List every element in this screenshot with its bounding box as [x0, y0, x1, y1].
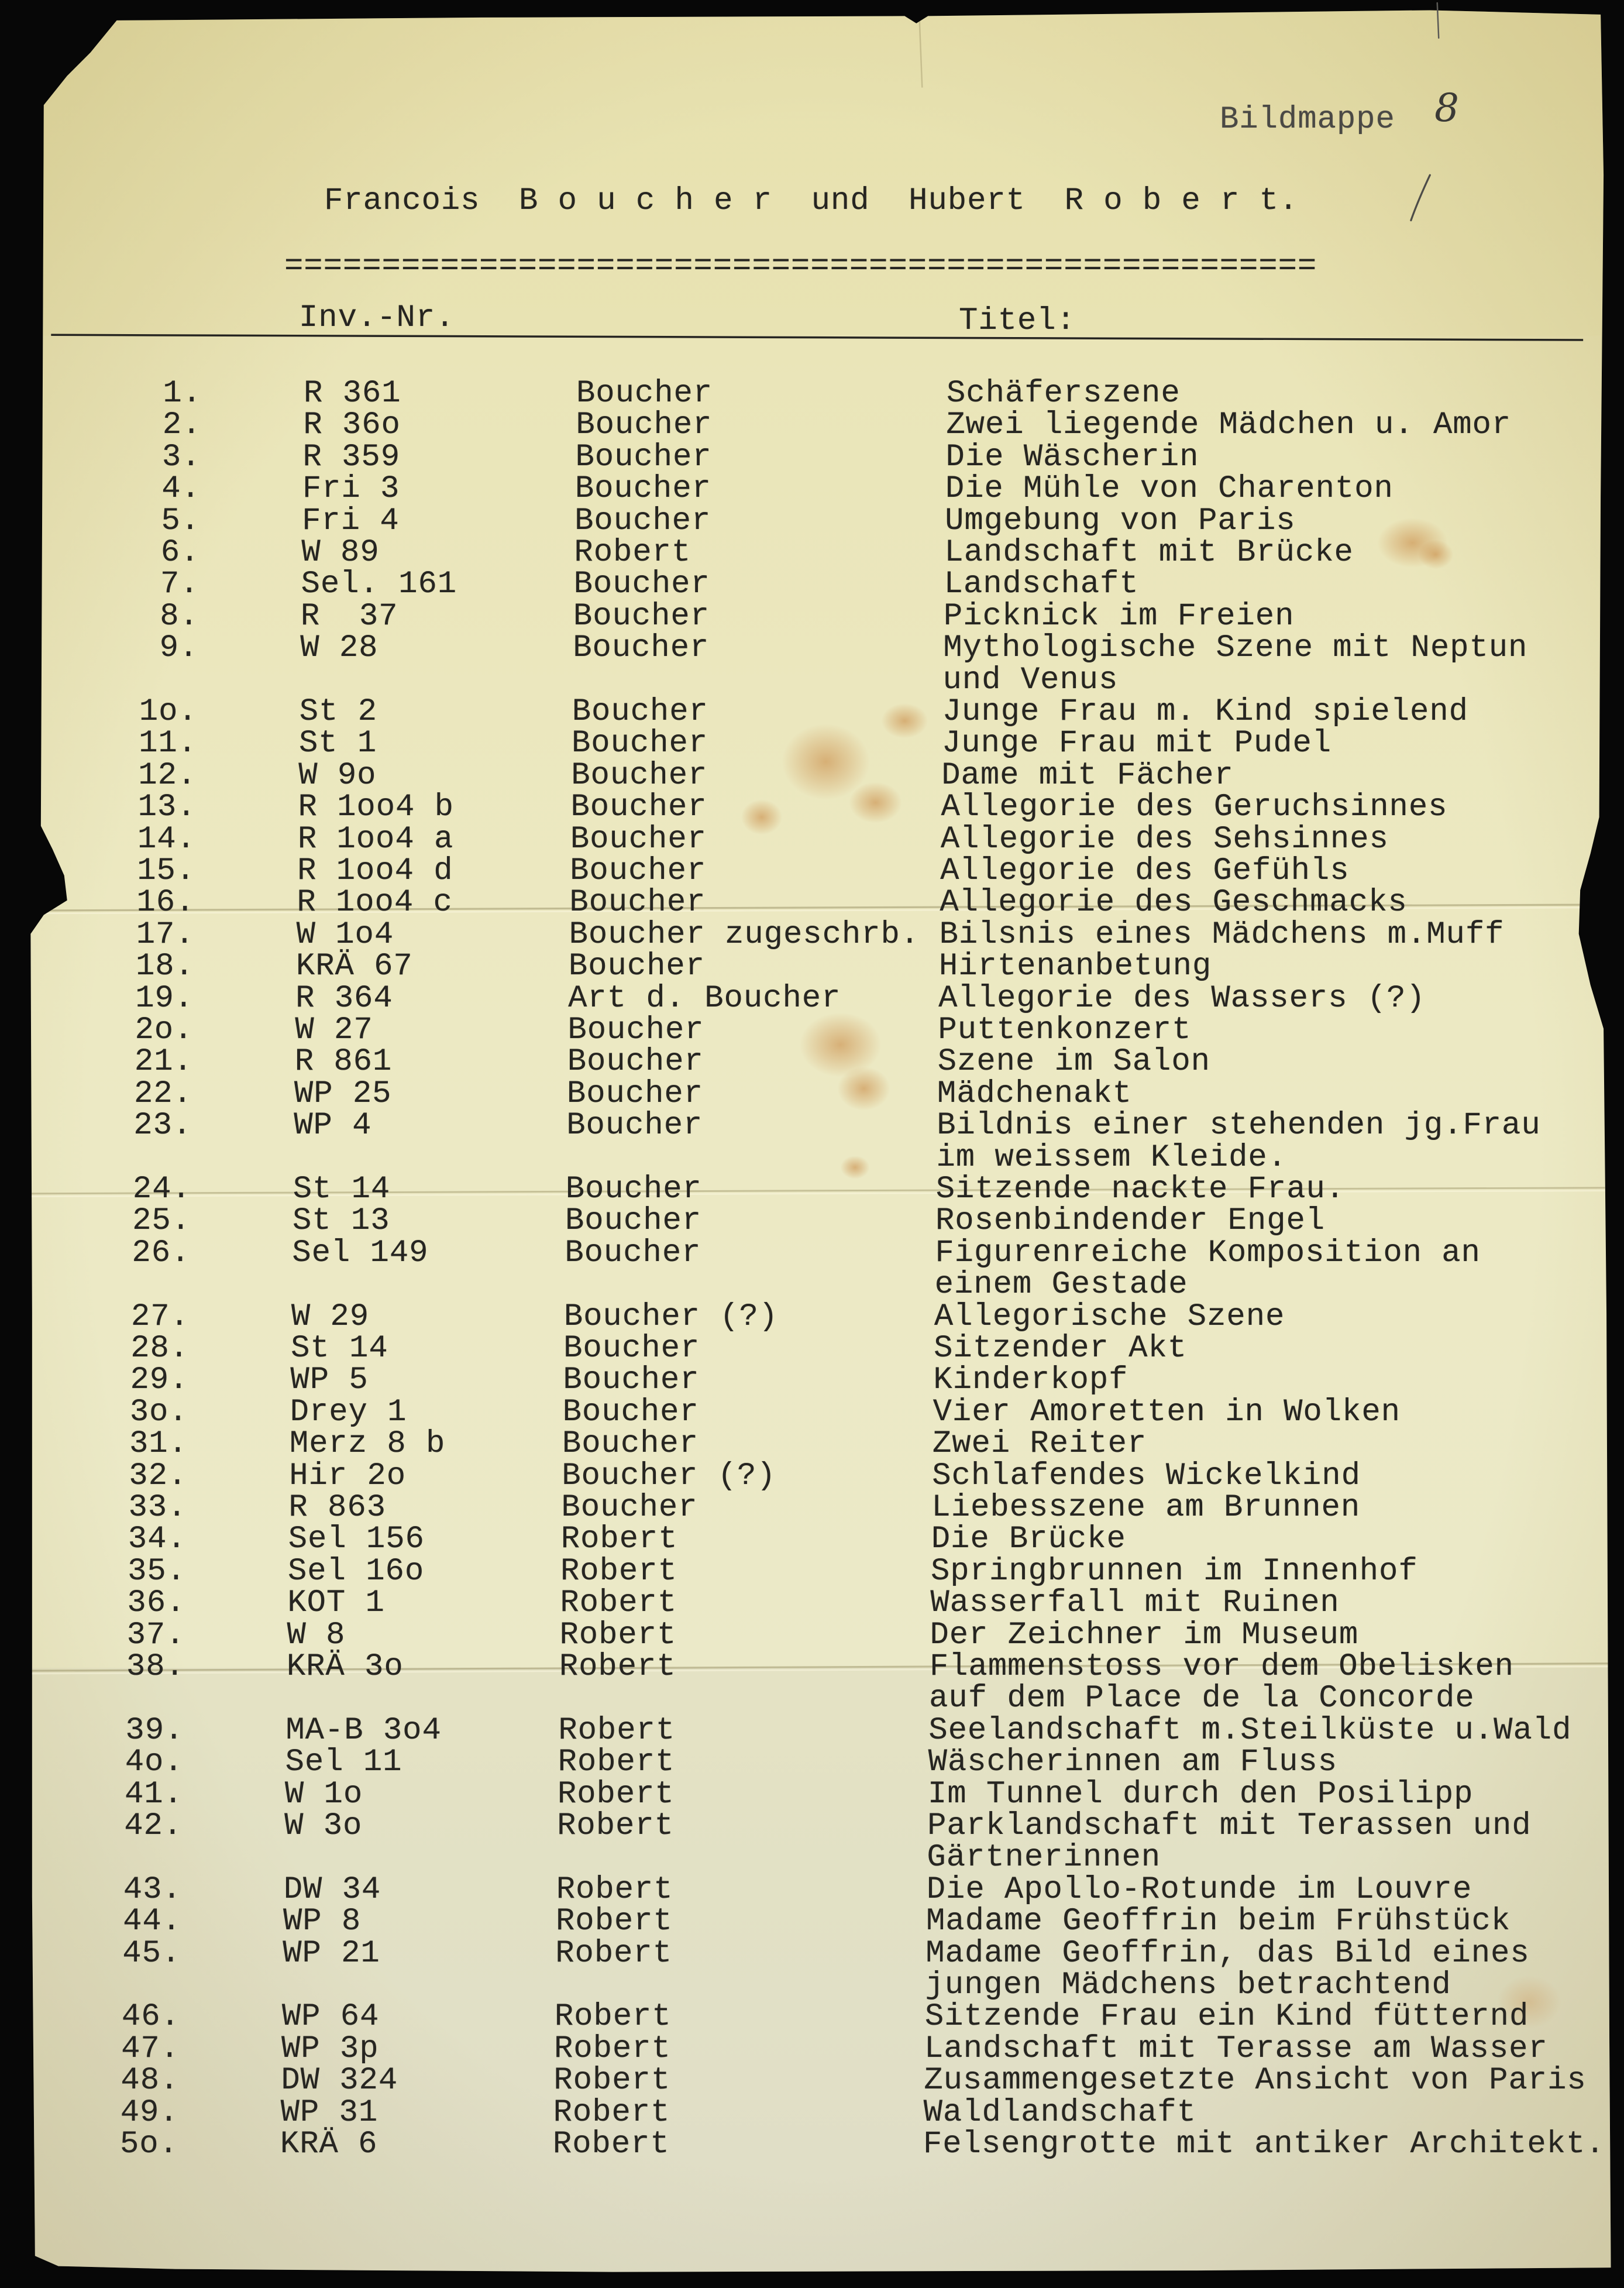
artist-name: Boucher — [571, 757, 708, 793]
artist-name: Boucher — [570, 789, 707, 826]
artist-name: Robert — [560, 1553, 677, 1589]
entry-number: 5o. — [119, 2126, 178, 2162]
artist-name: Robert — [558, 1744, 675, 1781]
entry-number: 38. — [126, 1649, 185, 1685]
artwork-title: Picknick im Freien — [943, 598, 1295, 634]
artist-name: Boucher — [570, 853, 707, 889]
inventory-number: WP 64 — [281, 1999, 380, 2035]
entry-number: 3o. — [129, 1394, 188, 1430]
artwork-title: Figurenreiche Komposition an — [935, 1235, 1481, 1271]
inventory-number: KRÄ 3o — [286, 1649, 404, 1685]
inventory-number: St 2 — [299, 694, 377, 730]
inventory-number: Sel 16o — [288, 1553, 425, 1589]
entry-number: 1o. — [139, 694, 198, 730]
artist-name: Boucher — [576, 376, 713, 411]
artwork-title: Zwei Reiter — [932, 1426, 1147, 1462]
artwork-title: Hirtenanbetung — [938, 949, 1212, 985]
inventory-number: W 27 — [295, 1012, 373, 1048]
artwork-title-continuation: auf dem Place de la Concorde — [929, 1681, 1475, 1717]
artwork-title: Puttenkonzert — [938, 1012, 1192, 1048]
artwork-title: Dame mit Fächer — [941, 757, 1234, 793]
inventory-number: KOT 1 — [287, 1585, 385, 1621]
entry-number: 4. — [161, 471, 201, 507]
entry-number: 37. — [126, 1617, 185, 1653]
artwork-title: Der Zeichner im Museum — [930, 1617, 1359, 1653]
artwork-title: Springbrunnen im Innenhof — [931, 1553, 1418, 1589]
column-header-inventory: Inv.-Nr. — [299, 300, 455, 336]
artist-name: Boucher — [561, 1490, 698, 1526]
entry-number: 19. — [135, 980, 194, 1016]
artist-name: Robert — [554, 1999, 672, 2035]
artist-name: Robert — [560, 1585, 677, 1621]
artist-name: Boucher — [572, 726, 708, 762]
inventory-number: WP 8 — [283, 1904, 362, 1940]
inventory-number: W 9o — [298, 757, 377, 793]
inventory-number: DW 324 — [281, 2063, 398, 2099]
entry-number: 47. — [121, 2031, 180, 2067]
artist-name: Robert — [574, 535, 691, 571]
entry-number: 2. — [162, 407, 202, 444]
inventory-number: KRÄ 67 — [295, 949, 413, 985]
entry-number: 29. — [130, 1362, 189, 1399]
inventory-number: Merz 8 b — [289, 1426, 446, 1462]
inventory-number: W 1o — [284, 1776, 363, 1812]
entry-number: 2o. — [135, 1012, 194, 1048]
artwork-title: Liebesszene am Brunnen — [931, 1490, 1361, 1526]
artist-name: Boucher — [562, 1426, 699, 1462]
artist-name: Boucher — [569, 885, 706, 921]
artist-name: Robert — [559, 1617, 677, 1653]
folder-number-handwritten: 8 — [1434, 85, 1459, 130]
artist-name: Boucher — [572, 694, 708, 730]
entry-number: 22. — [133, 1076, 192, 1112]
inventory-number: R 863 — [288, 1490, 386, 1526]
entry-number: 46. — [121, 1999, 180, 2035]
inventory-number: Sel 156 — [288, 1521, 425, 1558]
artist-name: Boucher — [573, 630, 710, 667]
artist-name: Boucher — [563, 1362, 700, 1399]
inventory-number: Hir 2o — [289, 1458, 407, 1494]
artwork-title: Madame Geoffrin beim Frühstück — [926, 1904, 1511, 1940]
inventory-number: KRÄ 6 — [280, 2126, 378, 2162]
entry-number: 11. — [139, 726, 197, 762]
artist-name: Art d. Boucher — [568, 980, 841, 1016]
inventory-number: R 361 — [304, 376, 401, 411]
artwork-title: Landschaft mit Terasse am Wasser — [924, 2031, 1548, 2067]
artwork-title: Junge Frau m. Kind spielend — [942, 694, 1468, 730]
artist-name: Robert — [552, 2126, 670, 2162]
entry-number: 45. — [122, 1935, 181, 1971]
artist-name: Robert — [553, 2063, 671, 2099]
artist-name: Boucher — [573, 566, 710, 603]
artist-name: Boucher — [567, 1012, 704, 1048]
entry-number: 33. — [128, 1490, 187, 1526]
artwork-title: Allegorie des Geschmacks — [940, 885, 1408, 921]
entry-number: 49. — [120, 2094, 179, 2131]
entry-number: 32. — [129, 1458, 188, 1494]
inventory-number: R 861 — [294, 1044, 393, 1080]
artist-name: Robert — [559, 1649, 676, 1685]
inventory-number: WP 3p — [281, 2031, 379, 2067]
entry-number: 15. — [137, 853, 196, 889]
folder-label: Bildmappe — [1220, 102, 1395, 138]
entry-number: 5. — [161, 503, 201, 539]
artwork-title: Bilsnis eines Mädchens m.Muff — [939, 916, 1505, 953]
entry-number: 21. — [134, 1044, 193, 1080]
inventory-number: Sel 11 — [285, 1744, 402, 1781]
artist-name: Robert — [557, 1808, 674, 1844]
artist-name: Boucher — [565, 1172, 702, 1207]
artist-name: Boucher — [567, 1044, 704, 1080]
entry-number: 48. — [121, 2063, 180, 2099]
artwork-title: Zusammengesetzte Ansicht von Paris — [924, 2063, 1587, 2099]
entry-number: 3. — [161, 439, 201, 475]
inventory-number: WP 25 — [294, 1076, 392, 1112]
entry-number: 9. — [159, 630, 199, 667]
artwork-title: Sitzender Akt — [934, 1331, 1188, 1366]
inventory-number: WP 31 — [280, 2094, 379, 2131]
inventory-number: W 8 — [287, 1617, 346, 1653]
artwork-title: Allegorie des Geruchsinnes — [941, 789, 1448, 826]
artist-name: Boucher — [566, 1076, 704, 1112]
artist-name: Boucher (?) — [563, 1298, 779, 1335]
entry-number: 36. — [127, 1585, 186, 1621]
entry-number: 44. — [123, 1904, 181, 1940]
artwork-title: Felsengrotte mit antiker Architekt. — [923, 2126, 1605, 2162]
artwork-title: Allegorie des Sehsinnes — [940, 821, 1389, 857]
inventory-number: R 359 — [302, 439, 401, 475]
artwork-title: Umgebung von Paris — [945, 503, 1296, 539]
entry-number: 8. — [160, 598, 199, 634]
entry-number: 6. — [160, 535, 200, 571]
entry-number: 24. — [132, 1172, 191, 1207]
entry-number: 39. — [125, 1712, 184, 1748]
entry-number: 4o. — [125, 1744, 184, 1781]
entry-number: 27. — [130, 1298, 190, 1335]
page-title: Francois B o u c h e r und Hubert R o b e r t. — [324, 183, 1299, 219]
artist-name: Boucher — [568, 949, 706, 985]
inventory-number: W 28 — [300, 630, 379, 667]
artist-name: Robert — [553, 2094, 670, 2131]
entry-number: 31. — [129, 1426, 188, 1462]
entry-number: 23. — [133, 1108, 192, 1144]
inventory-number: Sel 149 — [292, 1235, 429, 1271]
entry-number: 16. — [136, 885, 195, 921]
artwork-title: Mythologische Szene mit Neptun — [943, 630, 1528, 667]
artist-name: Robert — [560, 1521, 678, 1558]
artist-name: Robert — [556, 1904, 673, 1940]
artwork-title-continuation: und Venus — [942, 662, 1119, 698]
artwork-title: Schäferszene — [947, 376, 1181, 411]
artwork-title: Allegorie des Gefühls — [940, 853, 1350, 889]
inventory-number: Fri 3 — [302, 471, 400, 507]
entry-number: 14. — [137, 821, 196, 857]
artwork-title: Mädchenakt — [937, 1076, 1132, 1112]
entry-number: 41. — [124, 1776, 183, 1812]
artist-name: Boucher — [574, 503, 711, 539]
artwork-title: Die Apollo-Rotunde im Louvre — [926, 1871, 1472, 1908]
entry-number: 35. — [128, 1553, 186, 1589]
double-rule: ===================================================== — [284, 249, 1317, 284]
artist-name: Boucher — [575, 439, 712, 475]
inventory-number: Sel. 161 — [301, 566, 457, 603]
artwork-title: Die Mühle von Charenton — [945, 471, 1394, 507]
artist-name: Boucher — [570, 821, 707, 857]
artwork-title: Flammenstoss vor dem Obelisken — [929, 1649, 1514, 1685]
artist-name: Robert — [556, 1871, 673, 1908]
artwork-title: Zwei liegende Mädchen u. Amor — [946, 407, 1512, 444]
artwork-title: Vier Amoretten in Wolken — [933, 1394, 1401, 1430]
entry-number: 25. — [132, 1203, 191, 1239]
column-header-title: Titel: — [959, 303, 1076, 339]
artist-name: Robert — [554, 2031, 671, 2067]
artist-name: Boucher — [566, 1108, 703, 1144]
artist-name: Boucher — [565, 1203, 702, 1239]
artwork-title: Kinderkopf — [933, 1362, 1128, 1399]
inventory-number: W 3o — [284, 1808, 363, 1844]
inventory-number: R 1oo4 b — [298, 789, 454, 826]
artwork-title: Waldlandschaft — [923, 2094, 1196, 2131]
artwork-title: Die Wäscherin — [945, 439, 1199, 475]
inventory-number: R 1oo4 c — [297, 885, 453, 921]
entry-number: 12. — [138, 757, 197, 793]
entry-number: 34. — [128, 1521, 187, 1558]
artist-name: Boucher — [563, 1331, 700, 1366]
entry-number: 1. — [163, 376, 202, 411]
artwork-title: Sitzende Frau ein Kind fütternd — [924, 1999, 1529, 2035]
entry-number: 18. — [135, 949, 194, 985]
inventory-number: R 37 — [300, 598, 398, 634]
inventory-number: R 36o — [303, 407, 401, 444]
inventory-number: St 14 — [291, 1331, 388, 1366]
artwork-title: Parklandschaft mit Terassen und — [927, 1808, 1532, 1844]
artwork-title: Wäscherinnen am Fluss — [928, 1744, 1338, 1781]
artwork-title: Allegorie des Wassers (?) — [938, 980, 1426, 1016]
inventory-number: R 1oo4 a — [297, 821, 454, 857]
artwork-title-continuation: jungen Mädchens betrachtend — [925, 1967, 1451, 2003]
inventory-number: WP 4 — [294, 1108, 372, 1144]
inventory-number: St 14 — [293, 1172, 391, 1207]
entry-number: 26. — [132, 1235, 191, 1271]
artist-name: Boucher (?) — [562, 1458, 776, 1494]
artist-name: Boucher — [576, 407, 713, 444]
inventory-number: W 29 — [291, 1298, 370, 1335]
artwork-title: Landschaft — [944, 566, 1139, 603]
entry-number: 7. — [160, 566, 199, 603]
inventory-number: R 1oo4 d — [297, 853, 453, 889]
inventory-number: W 1o4 — [296, 916, 394, 953]
entry-number: 42. — [124, 1808, 183, 1844]
artwork-title: Szene im Salon — [937, 1044, 1210, 1080]
inventory-number: R 364 — [295, 980, 393, 1016]
artist-name: Boucher zugeschrb. — [569, 916, 920, 953]
inventory-number: St 1 — [299, 726, 377, 762]
artwork-title-continuation: im weissem Kleide. — [936, 1139, 1287, 1176]
artist-name: Boucher — [565, 1235, 701, 1271]
inventory-number: Fri 4 — [302, 503, 400, 539]
artist-name: Boucher — [562, 1394, 699, 1430]
artist-name: Boucher — [574, 471, 711, 507]
artwork-title: Wasserfall mit Ruinen — [930, 1585, 1340, 1621]
artwork-title: Die Brücke — [931, 1521, 1126, 1558]
artwork-title-continuation: einem Gestade — [934, 1267, 1188, 1303]
inventory-number: MA-B 3o4 — [285, 1712, 442, 1748]
artwork-title: Madame Geoffrin, das Bild eines — [925, 1935, 1530, 1971]
entry-number: 17. — [136, 916, 195, 953]
artwork-title: Junge Frau mit Pudel — [942, 726, 1332, 762]
artist-name: Robert — [558, 1712, 676, 1748]
artwork-title: Landschaft mit Brücke — [944, 535, 1354, 571]
inventory-number: WP 5 — [290, 1362, 369, 1399]
entry-number: 28. — [130, 1331, 190, 1366]
inventory-number: W 89 — [301, 535, 380, 571]
artwork-title: Schlafendes Wickelkind — [932, 1458, 1361, 1494]
inventory-number: St 13 — [293, 1203, 390, 1239]
inventory-number: Drey 1 — [290, 1394, 407, 1430]
artwork-title-continuation: Gärtnerinnen — [927, 1840, 1161, 1876]
inventory-number: WP 21 — [283, 1935, 380, 1971]
inventory-number: DW 34 — [283, 1871, 381, 1908]
artwork-title: Im Tunnel durch den Posilipp — [927, 1776, 1474, 1812]
artwork-title: Rosenbindender Engel — [935, 1203, 1326, 1239]
artwork-title: Sitzende nackte Frau. — [935, 1172, 1346, 1207]
artwork-title: Bildnis einer stehenden jg.Frau — [937, 1108, 1541, 1144]
artist-name: Robert — [557, 1776, 675, 1812]
artwork-title: Seelandschaft m.Steilküste u.Wald — [928, 1712, 1572, 1748]
artist-name: Boucher — [573, 598, 710, 634]
artist-name: Robert — [555, 1935, 673, 1971]
artwork-title: Allegorische Szene — [934, 1298, 1285, 1335]
entry-number: 43. — [123, 1871, 182, 1908]
entry-number: 13. — [137, 789, 197, 826]
